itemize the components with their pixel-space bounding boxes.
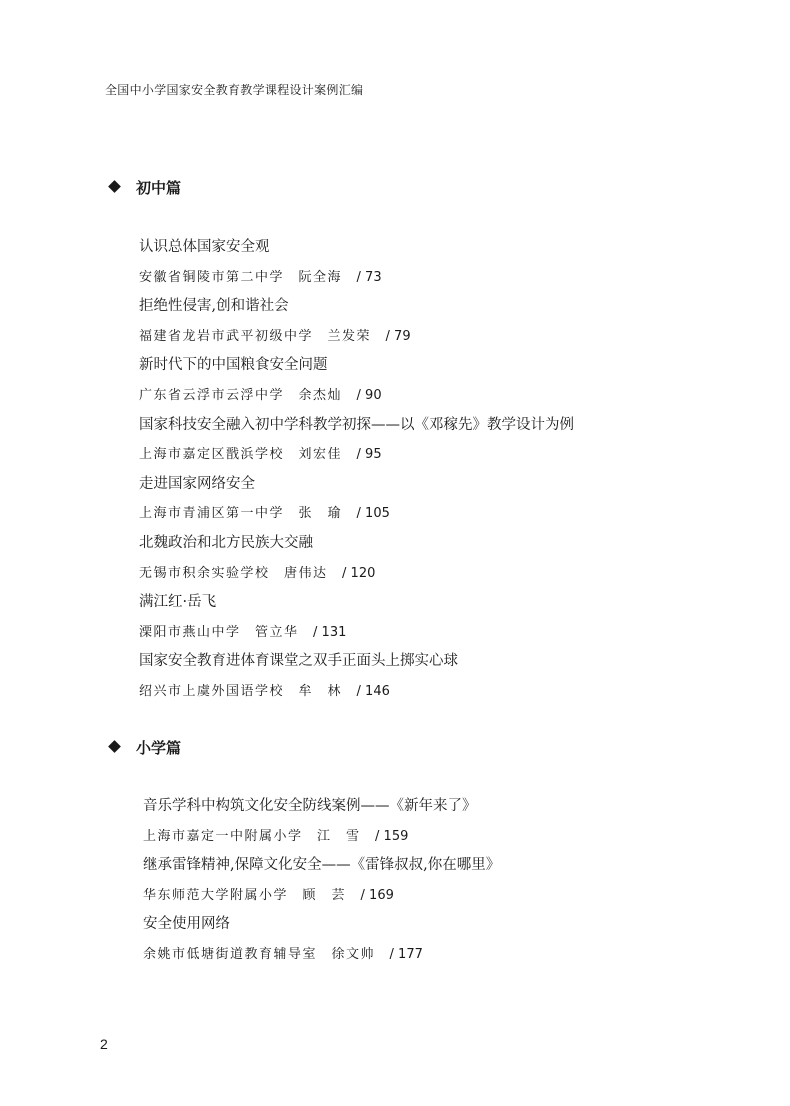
entry-author: 安徽省铜陵市第二中学 阮全海 [139,269,343,285]
toc-entry [139,470,574,529]
entry-page: / 79 [385,328,411,344]
toc-entry [139,588,574,647]
entry-page: / 105 [356,506,390,522]
entry-author-line [139,559,574,589]
toc-entry [139,351,574,410]
entry-author: 上海市嘉定一中附属小学 江 雪 [143,828,361,844]
entry-author: 上海市嘉定区戬浜学校 刘宏佳 [139,447,343,463]
entry-author-line [143,881,500,911]
entry-page: / 159 [375,828,409,844]
entry-author-line [139,677,574,707]
toc-entry [139,292,574,351]
toc-list-junior [139,233,574,707]
entry-author: 华东师范大学附属小学 顾 芸 [143,887,347,903]
entry-title: 北魏政治和北方民族大交融 [139,534,313,551]
entry-author: 余姚市低塘街道教育辅导室 徐文帅 [143,946,376,962]
entry-title: 新时代下的中国粮食安全问题 [139,357,328,374]
entry-title: 国家科技安全融入初中学科教学初探——以《邓稼先》教学设计为例 [139,416,574,433]
entry-page: / 131 [313,624,347,640]
toc-entry [143,851,500,910]
entry-author-line [143,822,500,852]
toc-entry [143,910,500,969]
running-header: 全国中小学国家安全教育教学课程设计案例汇编 [105,83,364,97]
entry-author: 上海市青浦区第一中学 张 瑜 [139,506,343,522]
entry-page: / 73 [356,269,382,285]
section-title-text: 初中篇 [136,179,182,197]
toc-entry [139,411,574,470]
entry-author-line [143,940,500,970]
section-title-text: 小学篇 [136,739,182,757]
entry-title: 国家安全教育进体育课堂之双手正面头上掷实心球 [139,653,458,670]
entry-title: 安全使用网络 [143,916,230,933]
entry-title: 音乐学科中构筑文化安全防线案例——《新年来了》 [143,798,477,814]
entry-author: 绍兴市上虞外国语学校 牟 林 [139,683,343,699]
entry-author-line [139,322,574,352]
entry-page: / 95 [356,447,382,463]
section-title-junior [110,177,181,198]
toc-entry [139,529,574,588]
entry-page: / 120 [342,565,376,581]
entry-title: 满江红·岳飞 [139,594,217,611]
section-title-primary [110,737,181,758]
entry-page: / 177 [389,946,423,962]
entry-author-line [139,618,574,648]
entry-page: / 90 [356,387,382,403]
entry-author: 福建省龙岩市武平初级中学 兰发荣 [139,328,372,344]
toc-entry [139,233,574,292]
entry-title: 拒绝性侵害,创和谐社会 [139,298,289,315]
diamond-bullet-icon [108,740,121,753]
entry-author-line [139,263,574,293]
page-number: 2 [100,1036,108,1052]
diamond-bullet-icon [108,180,121,193]
entry-author-line [139,440,574,470]
entry-author: 溧阳市燕山中学 管立华 [139,624,299,640]
entry-title: 走进国家网络安全 [139,475,255,492]
toc-list-primary [143,792,500,970]
entry-page: / 169 [360,887,394,903]
toc-entry [139,647,574,706]
entry-author-line [139,381,574,411]
toc-entry [143,792,500,851]
entry-page: / 146 [356,683,390,699]
entry-author: 无锡市积余实验学校 唐伟达 [139,565,328,581]
entry-title: 认识总体国家安全观 [139,239,270,255]
entry-title: 继承雷锋精神,保障文化安全——《雷锋叔叔,你在哪里》 [143,857,501,874]
entry-author: 广东省云浮市云浮中学 余杰灿 [139,387,343,403]
entry-author-line [139,499,574,529]
